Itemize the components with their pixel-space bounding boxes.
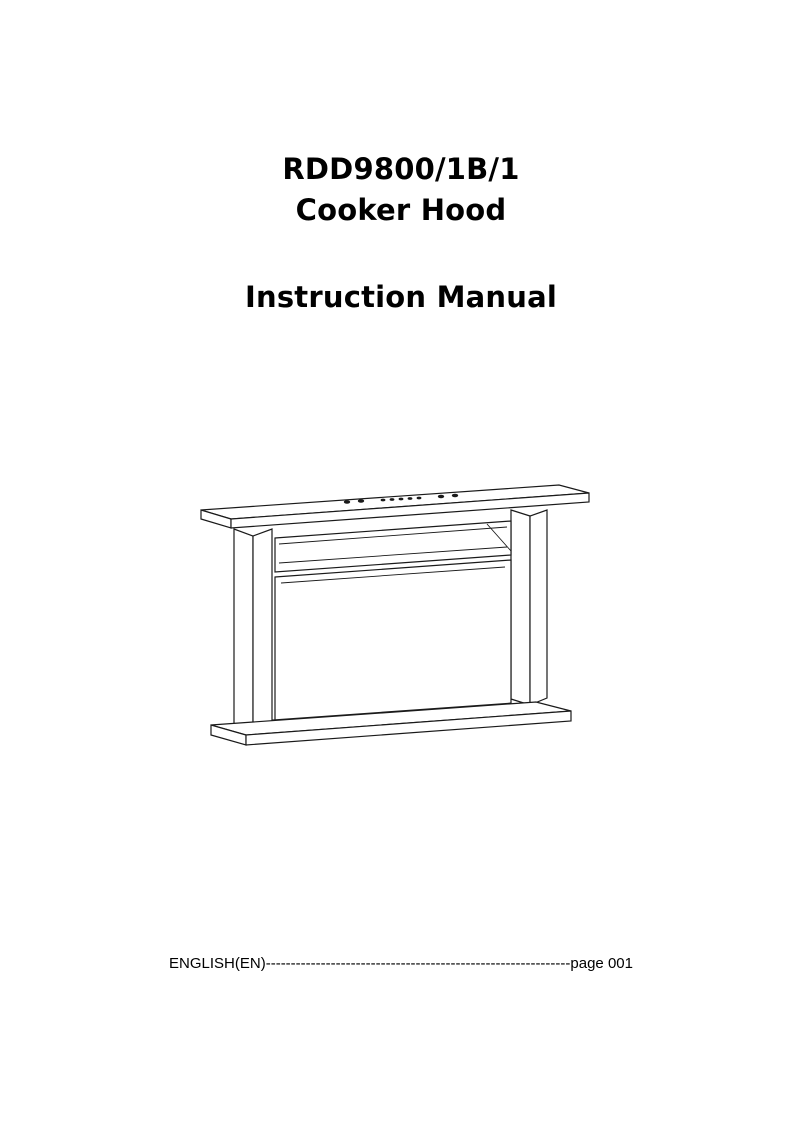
cooker-hood-line-drawing — [191, 455, 611, 775]
title-block — [0, 150, 802, 317]
page-footer — [0, 955, 802, 972]
footer-language: ENGLISH(EN) — [169, 955, 266, 972]
page-title-line-1: RDD9800/1B/1 — [282, 152, 520, 186]
footer-dash-fill: ------------------------------------------------------------- — [265, 955, 571, 972]
product-figure — [0, 455, 802, 775]
page-title-line-2: Cooker Hood — [295, 193, 507, 228]
page-subtitle: Instruction Manual — [245, 280, 557, 315]
footer-page-number: page 001 — [570, 955, 633, 972]
